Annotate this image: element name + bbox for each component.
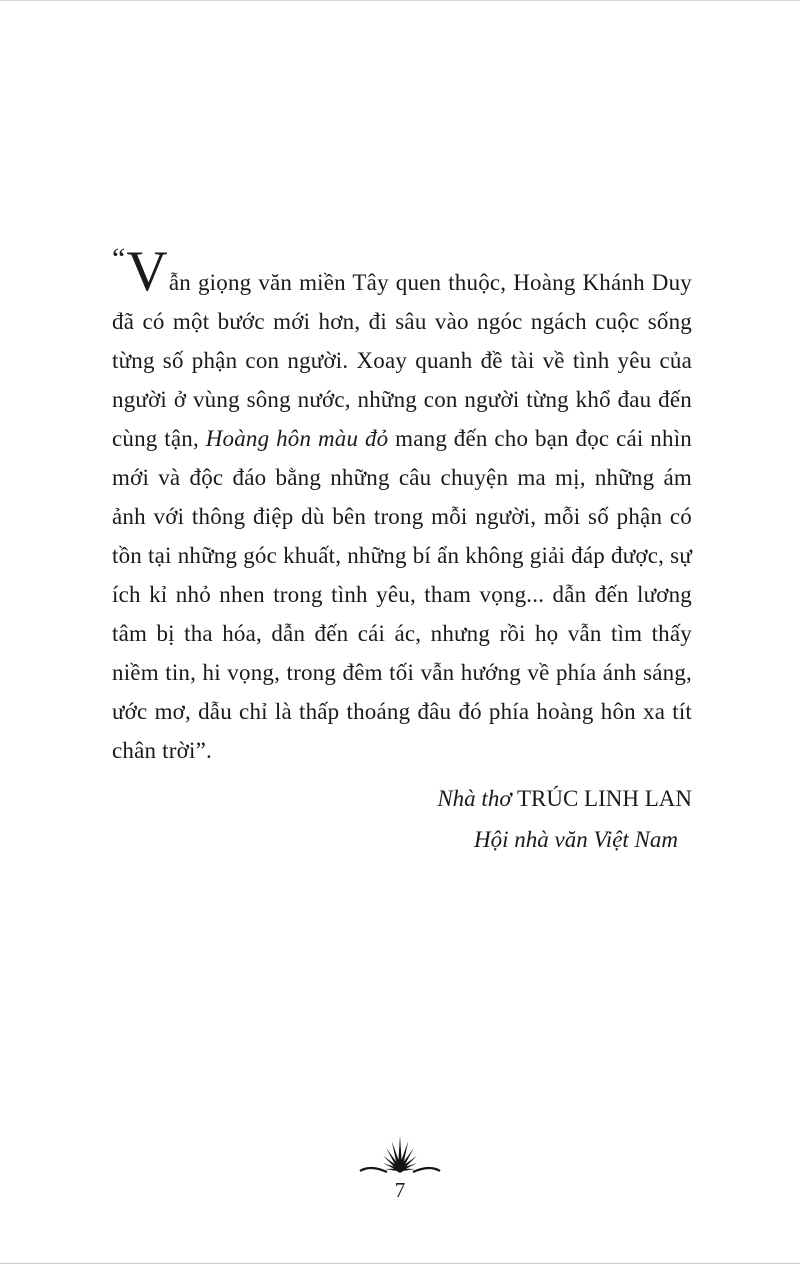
attribution bbox=[112, 778, 692, 860]
attribution-author-line bbox=[112, 778, 692, 819]
attribution-name: TRÚC LINH LAN bbox=[516, 786, 692, 811]
quote-paragraph bbox=[112, 240, 692, 770]
book-title: Hoàng hôn màu đỏ bbox=[205, 426, 389, 451]
quote-text-after-title: mang đến cho bạn đọc cái nhìn mới và độc đáo bằng những câu chuyện ma mị, những ám ảnh với thông điệp dù bên trong mỗi người, mỗi số phận có tồn tại những góc khuất, những bí ẩn không giải đáp được, sự ích kỉ nhỏ nhen trong tình yêu, tham vọng... dẫn đến lương tâm bị tha hóa, dẫn đến cái ác, nhưng rồi họ vẫn tìm thấy niềm tin, hi vọng, trong đêm tối vẫn hướng về phía ánh sáng, ước mơ, dẫu chỉ là thấp thoáng đâu đó phía hoàng hôn xa tít chân trời”. bbox=[112, 426, 692, 763]
page-number: 7 bbox=[394, 1178, 406, 1202]
attribution-role: Nhà thơ bbox=[437, 786, 512, 811]
opening-quote: “ bbox=[112, 242, 126, 275]
sunrise-ornament-icon bbox=[0, 1130, 800, 1176]
page-footer bbox=[0, 1130, 800, 1203]
page-content bbox=[112, 240, 692, 860]
dropcap-letter: V bbox=[126, 240, 168, 303]
quote-text-before-title: ẫn giọng văn miền Tây quen thuộc, Hoàng Khánh Duy đã có một bước mới hơn, đi sâu vào ngóc ngách cuộc sống từng số phận con người. Xoay quanh đề tài về tình yêu của người ở vùng sông nước, những con người từng khổ đau đến cùng tận, bbox=[112, 270, 692, 451]
attribution-organization: Hội nhà văn Việt Nam bbox=[474, 827, 678, 852]
